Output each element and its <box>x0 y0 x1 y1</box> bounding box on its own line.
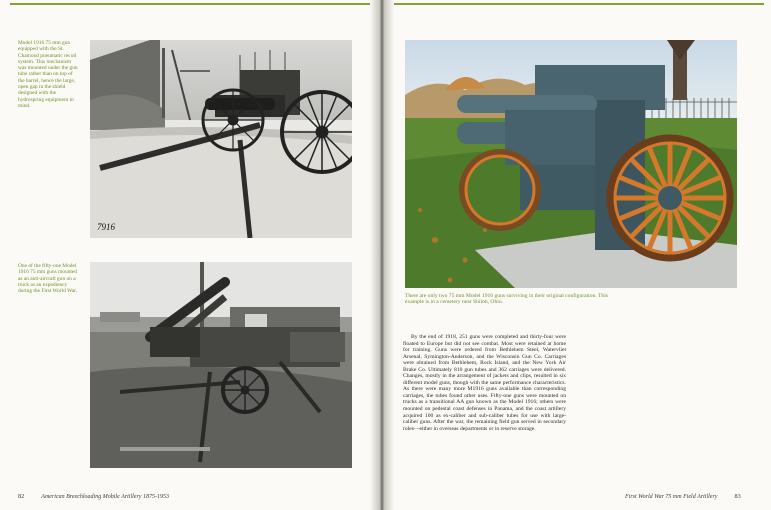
photo-surviving-gun <box>405 40 737 288</box>
book-gutter <box>370 0 394 510</box>
running-title-left: American Breechloading Mobile Artillery 1875-1953 <box>41 494 169 500</box>
photo-aa-gun-truck <box>90 262 352 468</box>
caption-middle: One of the fifty-one Model 1916 75 mm guns mounted as an anti-aircraft gun on a truck as an expediency during the First World War. <box>18 263 77 295</box>
photo-surviving-gun-image <box>405 40 737 288</box>
page-number-left: 82 <box>18 493 25 500</box>
photo-field-gun-image <box>90 40 352 238</box>
top-rule <box>394 3 764 5</box>
photo-aa-gun-truck-image <box>90 262 352 468</box>
photo-caption-right: There are only two 75 mm Model 1916 guns surviving in their original configuration. This example is in a cemetery near Shiloh, Ohio. <box>405 293 608 306</box>
right-page <box>378 0 771 510</box>
right-footer <box>625 493 741 500</box>
page-number-right: 83 <box>734 493 741 500</box>
top-rule <box>10 3 370 5</box>
photo-inscription: 7916 <box>97 222 115 232</box>
running-title-right: First World War 75 mm Field Artillery <box>625 494 718 500</box>
caption-top: Model 1916 75 mm gun equipped with the St. Chamond pneumatic recoil system. This mechanism was mounted under the gun tube rather than on top of the barrel, hence the large, open gap in the shield designed with the hydrospring equipment in mind. <box>18 40 78 109</box>
photo-field-gun <box>90 40 352 238</box>
left-page <box>0 0 378 510</box>
left-footer <box>18 493 169 500</box>
body-text: By the end of 1918, 251 guns were completed and thirty-four were floated to Europe but did not see combat. Most were retained at home for training. Guns were ordered from Bethlehem Steel, Watervliet Arsenal, Symington-Anderson, and the Wisconsin Gun Co. Carriages were obtained from Bethlehem, Rock Island, and the New York Air Brake Co. Ultimately 810 gun tubes and 362 carriages were delivered. Changes, mostly in the arrangement of jackets and clips, resulted in six different model guns, though with the same performance characteristics. As there were many more M1916 guns available than corresponding carriages, the tubes found other uses. Fifty-one guns were mounted on trucks as a transitional AA gun known as the Model 1916; others were mounted on pedestal coast defenses in Panama, and the coast artillery acquired 100 as ex-caliber and sub-caliber tubes for use with large-caliber guns. After the war, the remaining field gun served in secondary roles—either in overseas departments or in reserve storage. <box>403 334 566 432</box>
